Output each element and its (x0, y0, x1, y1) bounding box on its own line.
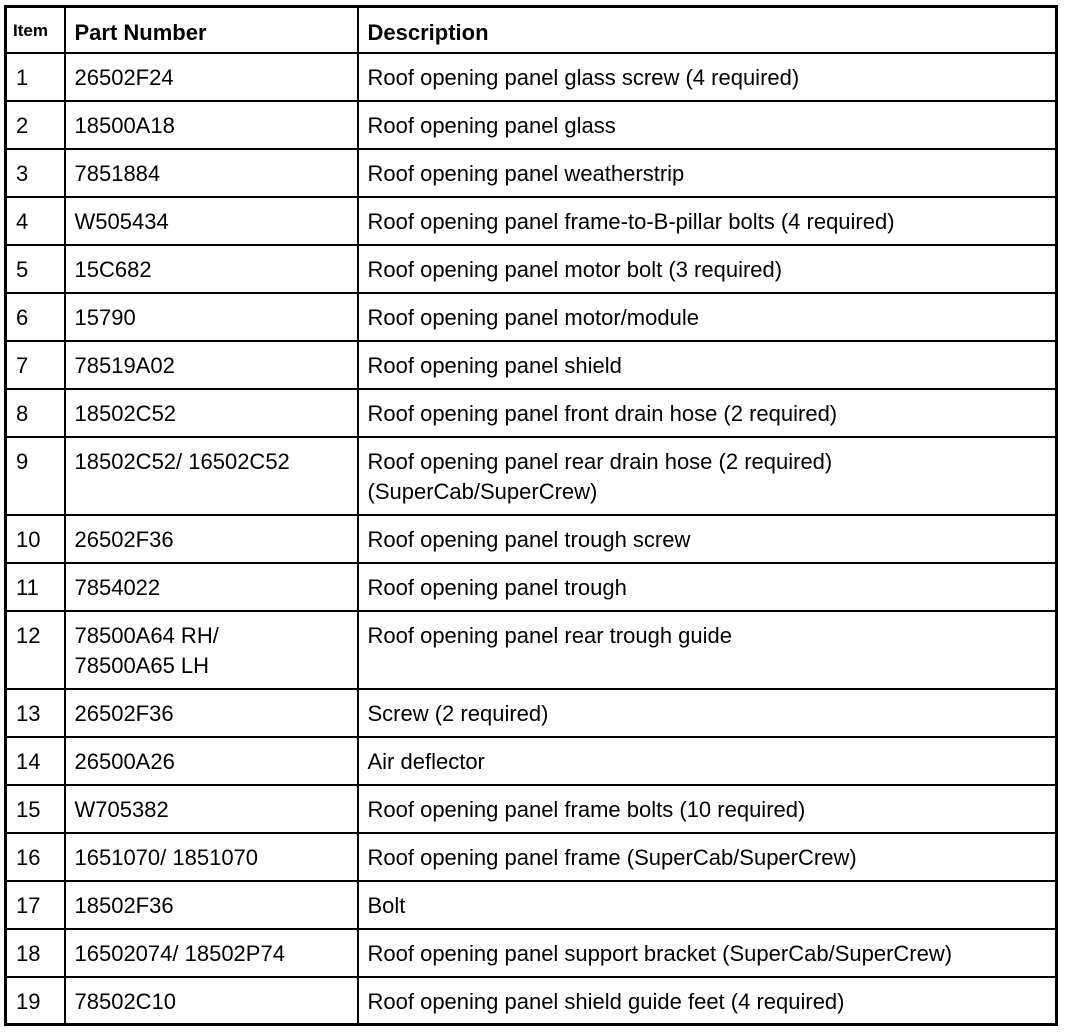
part-number-text: 26502F36 (74, 700, 174, 726)
part-number-text: 26502F24 (74, 64, 174, 90)
description-text: Screw (2 required) (367, 700, 549, 726)
item-number-cell: 2 (6, 101, 65, 149)
item-number-cell: 19 (6, 977, 65, 1025)
description-text: Roof opening panel trough screw (367, 526, 691, 552)
description-cell (358, 341, 1057, 389)
part-number-text: 15C682 (74, 256, 152, 282)
part-number-text: 78502C10 (74, 988, 177, 1014)
description-text: Roof opening panel rear trough guide (367, 622, 732, 648)
description-column-header: Description (358, 7, 1057, 53)
description-cell (358, 881, 1057, 929)
part-number-cell (65, 437, 358, 515)
description-cell (358, 515, 1057, 563)
description-text: Roof opening panel shield guide feet (4 required) (367, 988, 845, 1014)
part-number-text: 18502C52/ 16502C52 (74, 448, 290, 474)
description-text: Roof opening panel motor bolt (3 required) (367, 256, 783, 282)
description-cell (358, 197, 1057, 245)
part-number-text: 18502C52 (74, 400, 177, 426)
part-number-column-header: Part Number (65, 7, 358, 53)
table-header (6, 7, 1057, 53)
description-text: Air deflector (367, 748, 485, 774)
part-number-text: 7851884 (74, 160, 161, 186)
description-cell (358, 149, 1057, 197)
description-text: Roof opening panel rear drain hose (2 required) (367, 448, 833, 474)
description-cell (358, 389, 1057, 437)
table-row (6, 929, 1057, 977)
table-row (6, 149, 1057, 197)
part-number-cell (65, 53, 358, 101)
description-text: Roof opening panel motor/module (367, 304, 699, 330)
part-number-cell (65, 101, 358, 149)
part-number-text: 26502F36 (74, 526, 174, 552)
part-number-text: 16502074/ 18502P74 (74, 940, 285, 966)
item-number-cell: 10 (6, 515, 65, 563)
item-number-cell: 17 (6, 881, 65, 929)
description-cell (358, 977, 1057, 1025)
part-number-cell (65, 197, 358, 245)
part-number-cell (65, 341, 358, 389)
table-body (6, 53, 1057, 1025)
part-number-cell (65, 149, 358, 197)
description-cell (358, 833, 1057, 881)
header-row (6, 7, 1057, 53)
part-number-text: 78500A65 LH (74, 652, 210, 678)
part-number-text: 18500A18 (74, 112, 175, 138)
description-cell (358, 737, 1057, 785)
description-text: Roof opening panel glass (367, 112, 616, 138)
item-number-cell: 1 (6, 53, 65, 101)
item-number-cell: 5 (6, 245, 65, 293)
description-cell (358, 563, 1057, 611)
item-number-cell: 8 (6, 389, 65, 437)
table-row (6, 197, 1057, 245)
description-text: Roof opening panel trough (367, 574, 627, 600)
description-text: Roof opening panel frame-to-B-pillar bolts (4 required) (367, 208, 895, 234)
description-text: Roof opening panel frame (SuperCab/SuperCrew) (367, 844, 857, 870)
part-number-cell (65, 563, 358, 611)
description-cell (358, 611, 1057, 689)
table-row (6, 737, 1057, 785)
part-number-cell (65, 389, 358, 437)
item-number-cell: 14 (6, 737, 65, 785)
part-number-text: W705382 (74, 796, 169, 822)
part-number-cell (65, 689, 358, 737)
description-cell (358, 929, 1057, 977)
part-number-cell (65, 515, 358, 563)
description-cell (358, 293, 1057, 341)
part-number-cell (65, 293, 358, 341)
part-number-cell (65, 737, 358, 785)
description-text: Roof opening panel front drain hose (2 required) (367, 400, 838, 426)
part-number-cell (65, 929, 358, 977)
part-number-text: W505434 (74, 208, 169, 234)
part-number-text: 18502F36 (74, 892, 174, 918)
item-number-cell: 6 (6, 293, 65, 341)
item-number-cell: 12 (6, 611, 65, 689)
table-row (6, 245, 1057, 293)
part-number-text: 1651070/ 1851070 (74, 844, 259, 870)
item-number-cell: 16 (6, 833, 65, 881)
description-text: Roof opening panel support bracket (SuperCab/SuperCrew) (367, 940, 953, 966)
item-number-cell: 11 (6, 563, 65, 611)
item-number-cell: 7 (6, 341, 65, 389)
part-number-cell (65, 245, 358, 293)
table-row (6, 53, 1057, 101)
table-row (6, 515, 1057, 563)
table-row (6, 563, 1057, 611)
item-number-cell: 4 (6, 197, 65, 245)
part-number-cell (65, 881, 358, 929)
table-row (6, 977, 1057, 1025)
table-row (6, 389, 1057, 437)
description-text: Bolt (367, 892, 406, 918)
table-row (6, 341, 1057, 389)
description-cell (358, 689, 1057, 737)
description-cell (358, 437, 1057, 515)
table-row (6, 833, 1057, 881)
part-number-cell (65, 785, 358, 833)
description-cell (358, 245, 1057, 293)
item-number-cell: 9 (6, 437, 65, 515)
description-cell (358, 101, 1057, 149)
table-row (6, 293, 1057, 341)
part-number-text: 7854022 (74, 574, 161, 600)
item-number-cell: 15 (6, 785, 65, 833)
table-row (6, 689, 1057, 737)
description-text: Roof opening panel frame bolts (10 required) (367, 796, 806, 822)
part-number-cell (65, 611, 358, 689)
description-cell (358, 53, 1057, 101)
description-text: Roof opening panel glass screw (4 required) (367, 64, 800, 90)
parts-table (4, 5, 1058, 1026)
item-number-cell: 3 (6, 149, 65, 197)
part-number-cell (65, 977, 358, 1025)
part-number-text: 15790 (74, 304, 136, 330)
table-row (6, 101, 1057, 149)
description-text: Roof opening panel weatherstrip (367, 160, 685, 186)
table-row (6, 785, 1057, 833)
description-cell (358, 785, 1057, 833)
description-text: Roof opening panel shield (367, 352, 622, 378)
part-number-cell (65, 833, 358, 881)
description-text: (SuperCab/SuperCrew) (367, 478, 598, 504)
table-row (6, 437, 1057, 515)
table-row (6, 881, 1057, 929)
item-column-header: Item (6, 7, 65, 53)
table-row (6, 611, 1057, 689)
part-number-text: 78519A02 (74, 352, 175, 378)
part-number-text: 78500A64 RH/ (74, 622, 219, 648)
item-number-cell: 13 (6, 689, 65, 737)
part-number-text: 26500A26 (74, 748, 175, 774)
item-number-cell: 18 (6, 929, 65, 977)
